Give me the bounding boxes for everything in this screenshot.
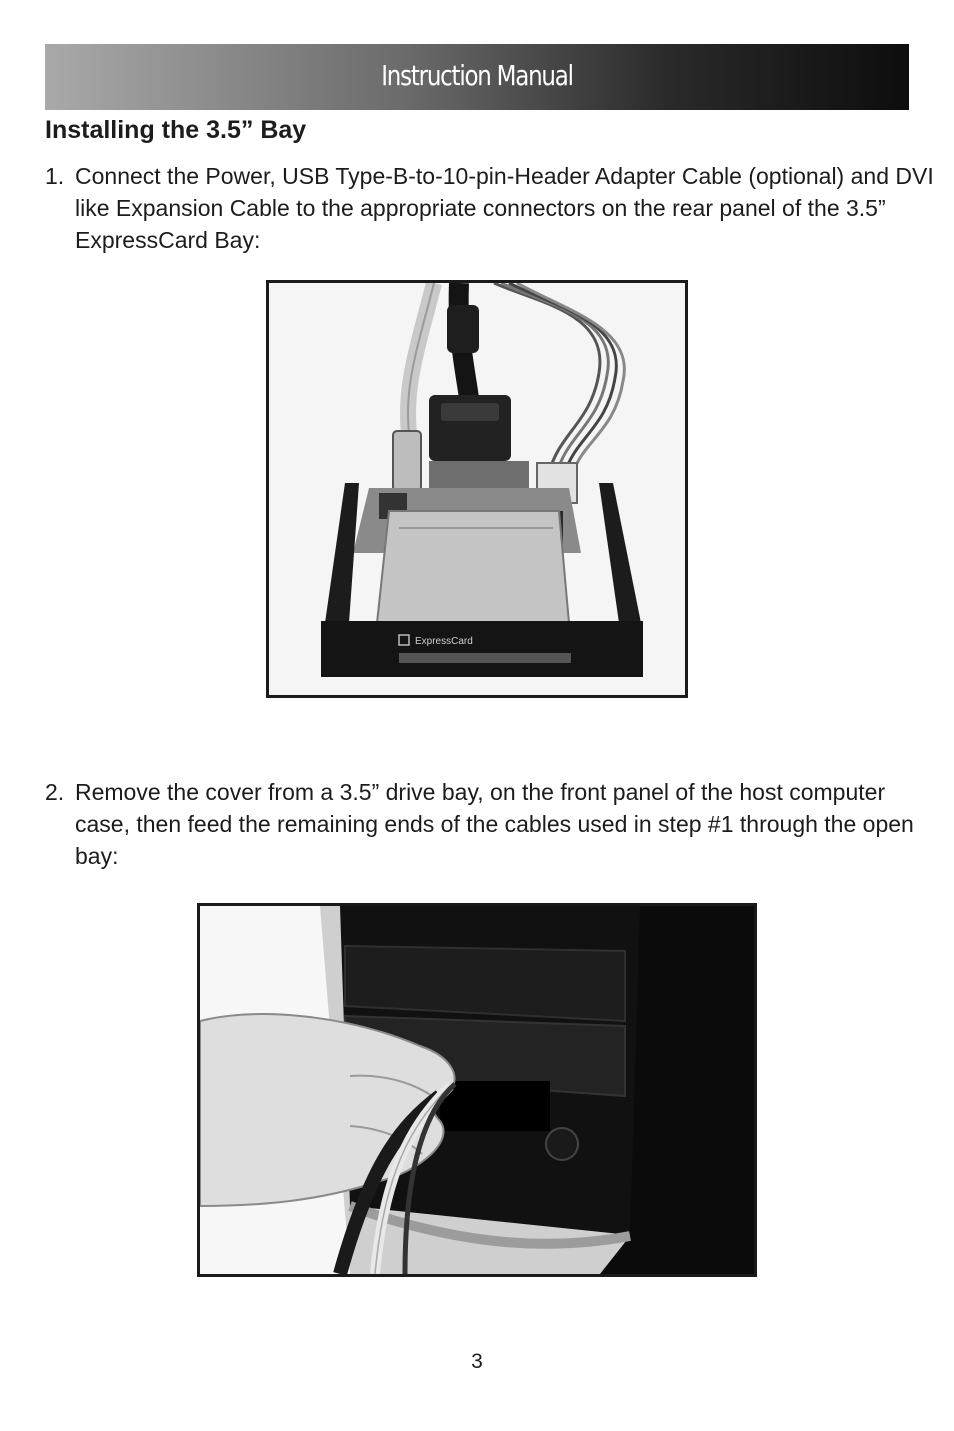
step-1-number: 1. [45,163,65,189]
step-2 [45,776,935,872]
section-title: Installing the 3.5” Bay [45,116,307,144]
feeding-cables-photo [200,906,754,1274]
step-2-text: Remove the cover from a 3.5” drive bay, on the front panel of the host computer case, then feed the remaining ends of the cables used in step #1 through the open bay: [75,779,914,869]
expresscard-bay-photo [269,283,685,695]
header-title: Instruction Manual [381,59,573,92]
header-bar [45,44,909,110]
step-1 [45,160,935,256]
step-2-number: 2. [45,779,65,805]
step-1-text: Connect the Power, USB Type-B-to-10-pin-Header Adapter Cable (optional) and DVI like Expansion Cable to the appropriate connectors on the rear panel of the 3.5” ExpressCard Bay: [75,163,934,253]
figure-expresscard-bay [266,280,688,698]
bay-label: ExpressCard [415,636,473,647]
figure-feeding-cables [197,903,757,1277]
page-number: 3 [471,1350,483,1373]
